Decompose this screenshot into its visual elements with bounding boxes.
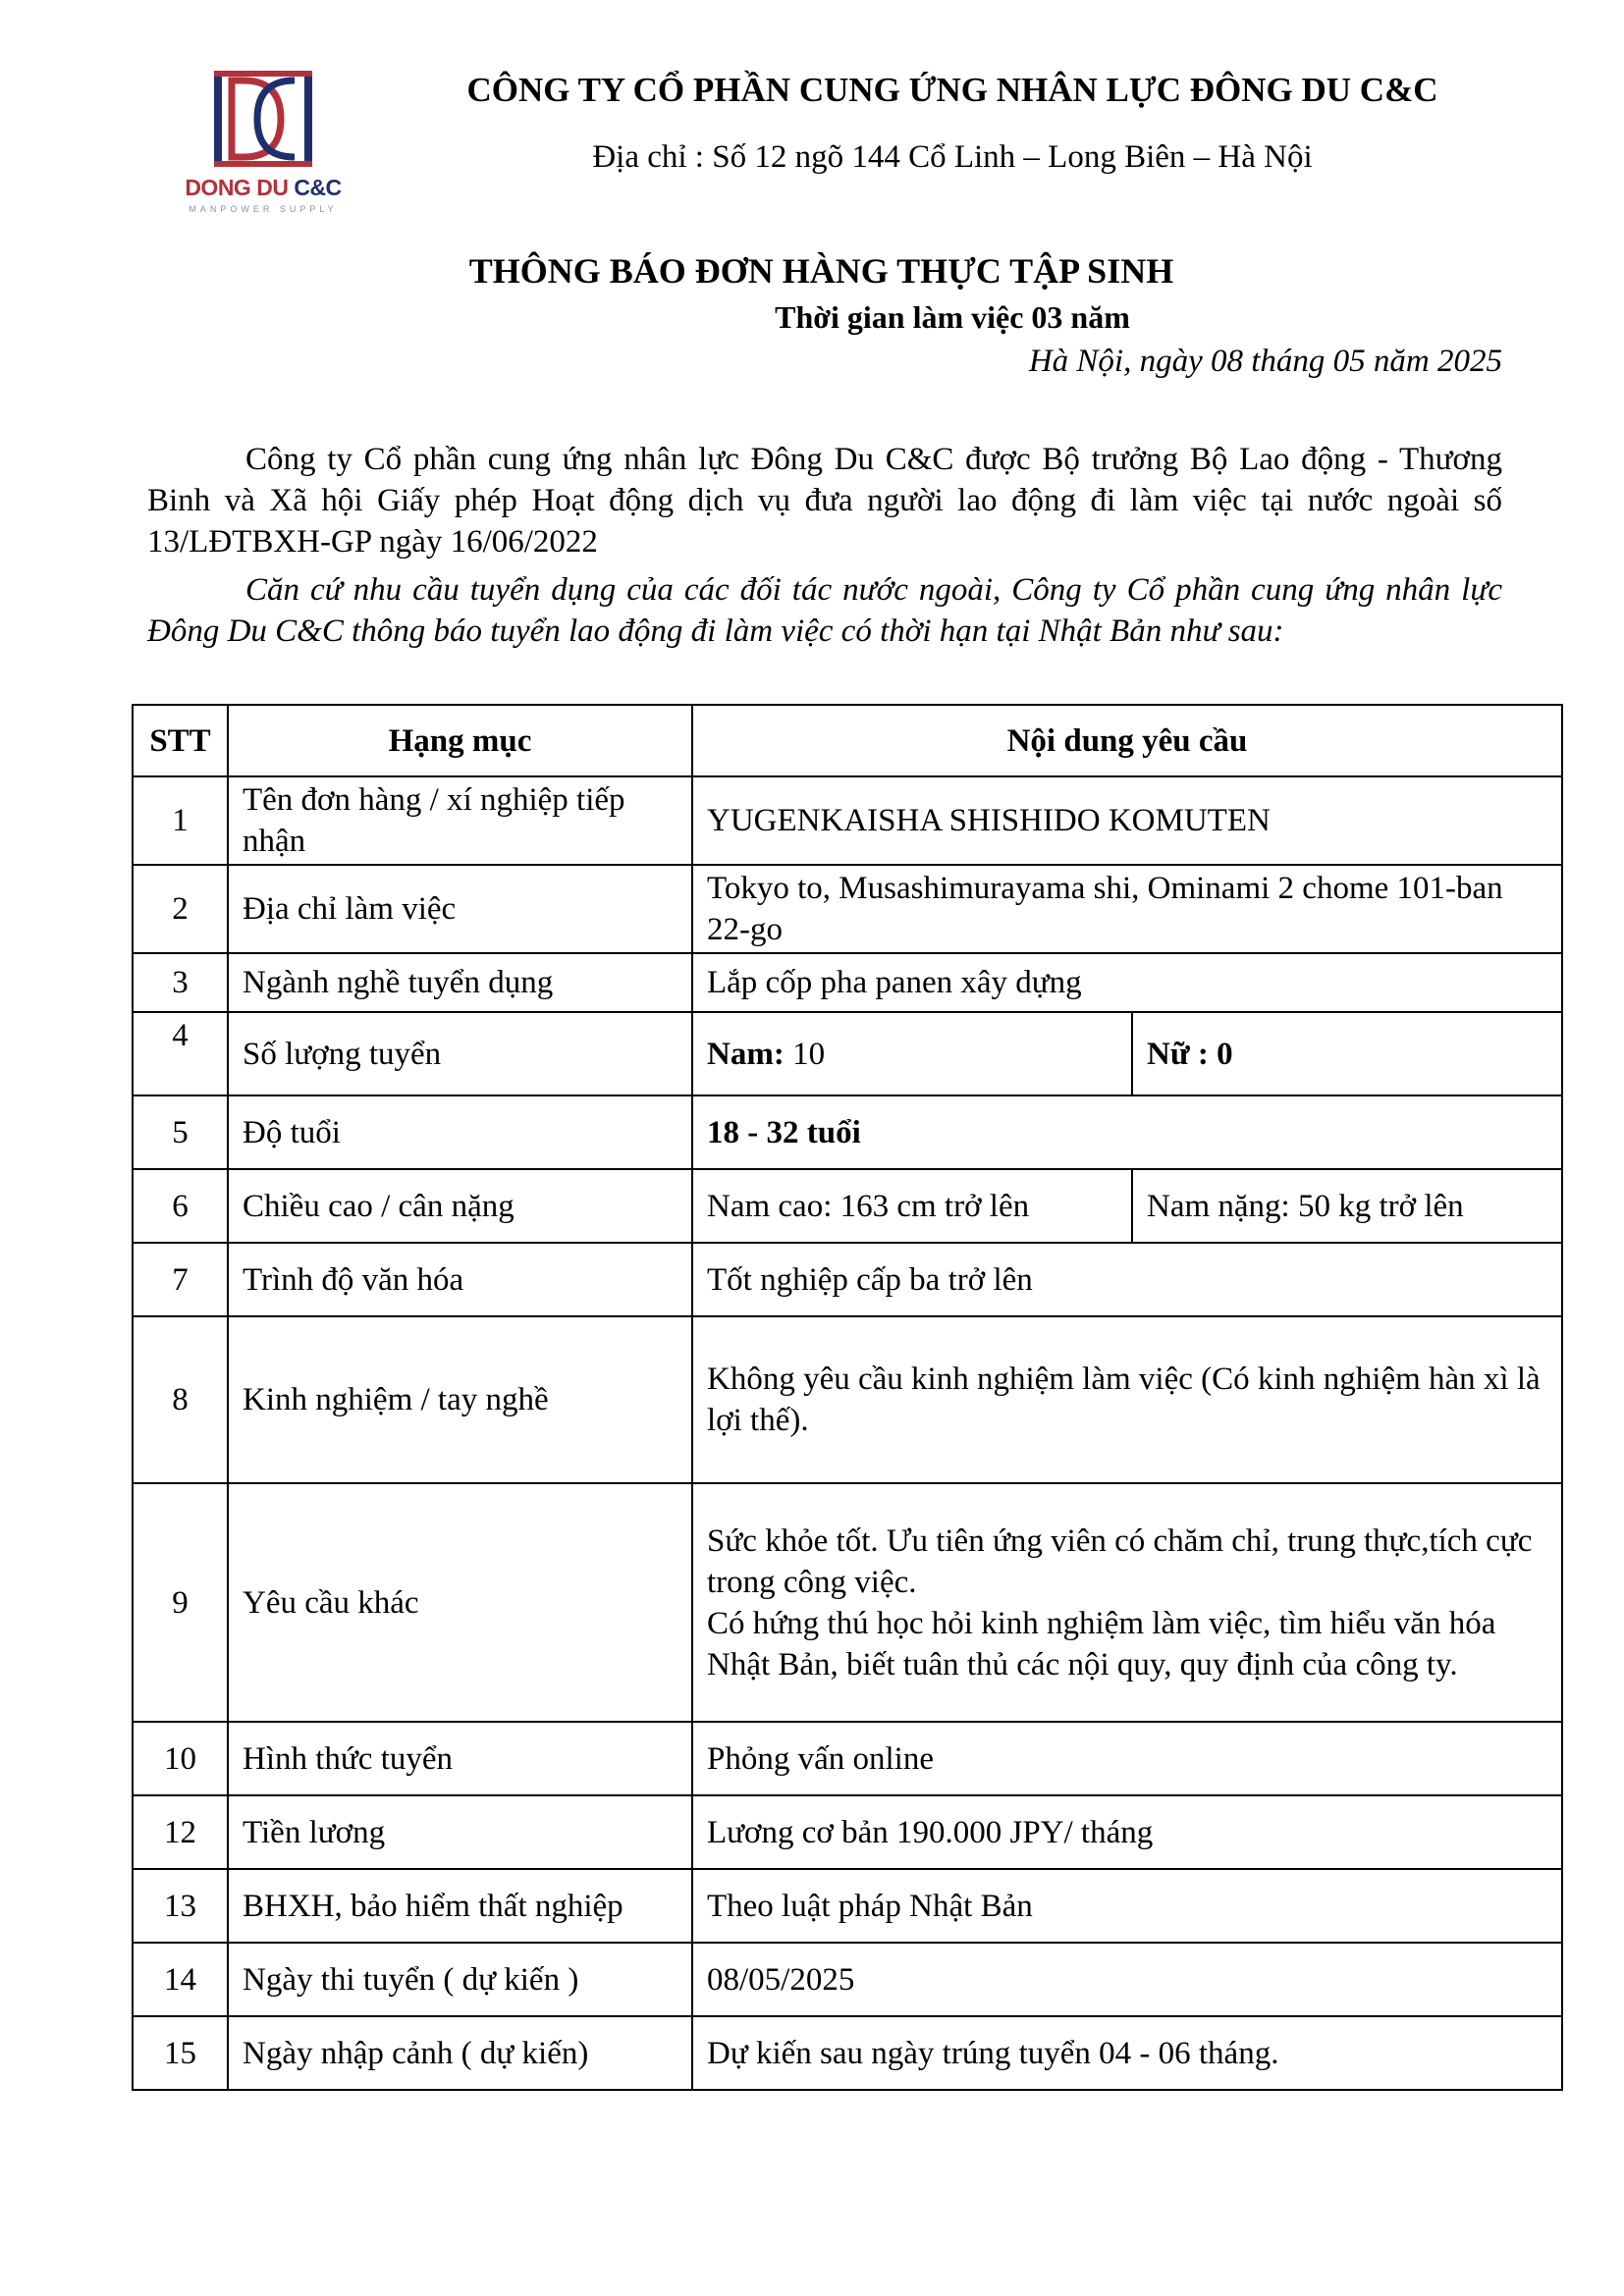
row-content: 08/05/2025 (692, 1943, 1562, 2016)
row-number: 9 (133, 1483, 228, 1722)
row-number: 3 (133, 953, 228, 1012)
row-content (692, 1483, 1562, 1722)
row-number: 13 (133, 1869, 228, 1943)
document-date: Hà Nội, ngày 08 tháng 05 năm 2025 (1028, 344, 1502, 379)
row-item: Tên đơn hàng / xí nghiệp tiếp nhận (228, 776, 692, 865)
row-number: 12 (133, 1795, 228, 1869)
logo-brand-cc: C&C (294, 175, 342, 200)
row-item: Số lượng tuyển (228, 1012, 692, 1095)
table-row (133, 776, 1562, 865)
row-item: Ngành nghề tuyển dụng (228, 953, 692, 1012)
table-row (133, 2016, 1562, 2090)
row-content: Lắp cốp pha panen xây dựng (692, 953, 1562, 1012)
row-content: Phỏng vấn online (692, 1722, 1562, 1795)
table-row (133, 865, 1562, 953)
row-content: Không yêu cầu kinh nghiệm làm việc (Có kinh nghiệm hàn xì là lợi thế). (692, 1316, 1562, 1483)
row-number: 1 (133, 776, 228, 865)
table-row (133, 1012, 1562, 1095)
table-row (133, 1943, 1562, 2016)
logo-brand-text (175, 175, 352, 201)
intro-paragraph-license: Công ty Cổ phần cung ứng nhân lực Đông Du C&C được Bộ trưởng Bộ Lao động - Thương Binh và Xã hội Giấy phép Hoạt động dịch vụ đưa người lao động đi làm việc tại nước ngoài số 13/LĐTBXH-GP ngày 16/06/2022 (147, 442, 1502, 560)
row-content: Theo luật pháp Nhật Bản (692, 1869, 1562, 1943)
row-content: Tokyo to, Musashimurayama shi, Ominami 2 chome 101-ban 22-go (692, 865, 1562, 953)
row-item: Độ tuổi (228, 1095, 692, 1169)
row-content: YUGENKAISHA SHISHIDO KOMUTEN (692, 776, 1562, 865)
row-content-female (1132, 1012, 1562, 1095)
row-item: Địa chỉ làm việc (228, 865, 692, 953)
row-item: Ngày nhập cảnh ( dự kiến) (228, 2016, 692, 2090)
row-content-male (692, 1012, 1132, 1095)
row-number: 15 (133, 2016, 228, 2090)
female-count: Nữ : 0 (1147, 1036, 1233, 1072)
logo-brand-main: DONG DU (185, 175, 289, 200)
table-row (133, 953, 1562, 1012)
row-item: Trình độ văn hóa (228, 1243, 692, 1316)
table-row (133, 1243, 1562, 1316)
intro-paragraph-notice: Căn cứ nhu cầu tuyển dụng của các đối tác nước ngoài, Công ty Cổ phần cung ứng nhân lực Đông Du C&C thông báo tuyển lao động đi làm việc có thời hạn tại Nhật Bản như sau: (147, 572, 1502, 649)
row-number: 5 (133, 1095, 228, 1169)
logo-mark-icon (175, 69, 352, 172)
male-value: 10 (784, 1036, 826, 1072)
table-row (133, 1795, 1562, 1869)
row-content (692, 1095, 1562, 1169)
content-line: Có hứng thú học hỏi kinh nghiệm làm việc, tìm hiểu văn hóa Nhật Bản, biết tuân thủ các nội quy, quy định của công ty. (707, 1605, 1496, 1682)
row-content-height: Nam cao: 163 cm trở lên (692, 1169, 1132, 1243)
table-row (133, 1722, 1562, 1795)
age-range: 18 - 32 tuổi (707, 1114, 861, 1150)
header-content: Nội dung yêu cầu (692, 705, 1562, 776)
company-logo (175, 69, 352, 216)
table-row (133, 1095, 1562, 1169)
document-subtitle: Thời gian làm việc 03 năm (775, 299, 1130, 335)
company-address: Địa chỉ : Số 12 ngõ 144 Cổ Linh – Long Biên – Hà Nội (592, 139, 1313, 175)
row-content: Dự kiến sau ngày trúng tuyển 04 - 06 tháng. (692, 2016, 1562, 2090)
row-item: Chiều cao / cân nặng (228, 1169, 692, 1243)
table-row (133, 1316, 1562, 1483)
row-item: Kinh nghiệm / tay nghề (228, 1316, 692, 1483)
company-name: CÔNG TY CỔ PHẦN CUNG ỨNG NHÂN LỰC ĐÔNG DU C&C (466, 71, 1438, 109)
row-content-weight: Nam nặng: 50 kg trở lên (1132, 1169, 1562, 1243)
table-row (133, 1169, 1562, 1243)
row-number: 10 (133, 1722, 228, 1795)
row-content: Tốt nghiệp cấp ba trở lên (692, 1243, 1562, 1316)
row-content: Lương cơ bản 190.000 JPY/ tháng (692, 1795, 1562, 1869)
row-item: Yêu cầu khác (228, 1483, 692, 1722)
row-number: 6 (133, 1169, 228, 1243)
row-number: 4 (133, 1012, 228, 1095)
requirements-table (132, 704, 1563, 2091)
document-title: THÔNG BÁO ĐƠN HÀNG THỰC TẬP SINH (468, 251, 1174, 291)
content-line: Sức khỏe tốt. Ưu tiên ứng viên có chăm chỉ, trung thực,tích cực trong công việc. (707, 1522, 1533, 1600)
header-item: Hạng mục (228, 705, 692, 776)
row-number: 7 (133, 1243, 228, 1316)
table-row (133, 1483, 1562, 1722)
row-number: 14 (133, 1943, 228, 2016)
row-item: Ngày thi tuyển ( dự kiến ) (228, 1943, 692, 2016)
male-label: Nam: (707, 1036, 785, 1072)
row-item: BHXH, bảo hiểm thất nghiệp (228, 1869, 692, 1943)
table-header-row (133, 705, 1562, 776)
row-item: Hình thức tuyển (228, 1722, 692, 1795)
row-item: Tiền lương (228, 1795, 692, 1869)
row-number: 8 (133, 1316, 228, 1483)
row-number: 2 (133, 865, 228, 953)
header-stt: STT (133, 705, 228, 776)
table-row (133, 1869, 1562, 1943)
logo-tagline: MANPOWER SUPPLY (189, 204, 338, 214)
